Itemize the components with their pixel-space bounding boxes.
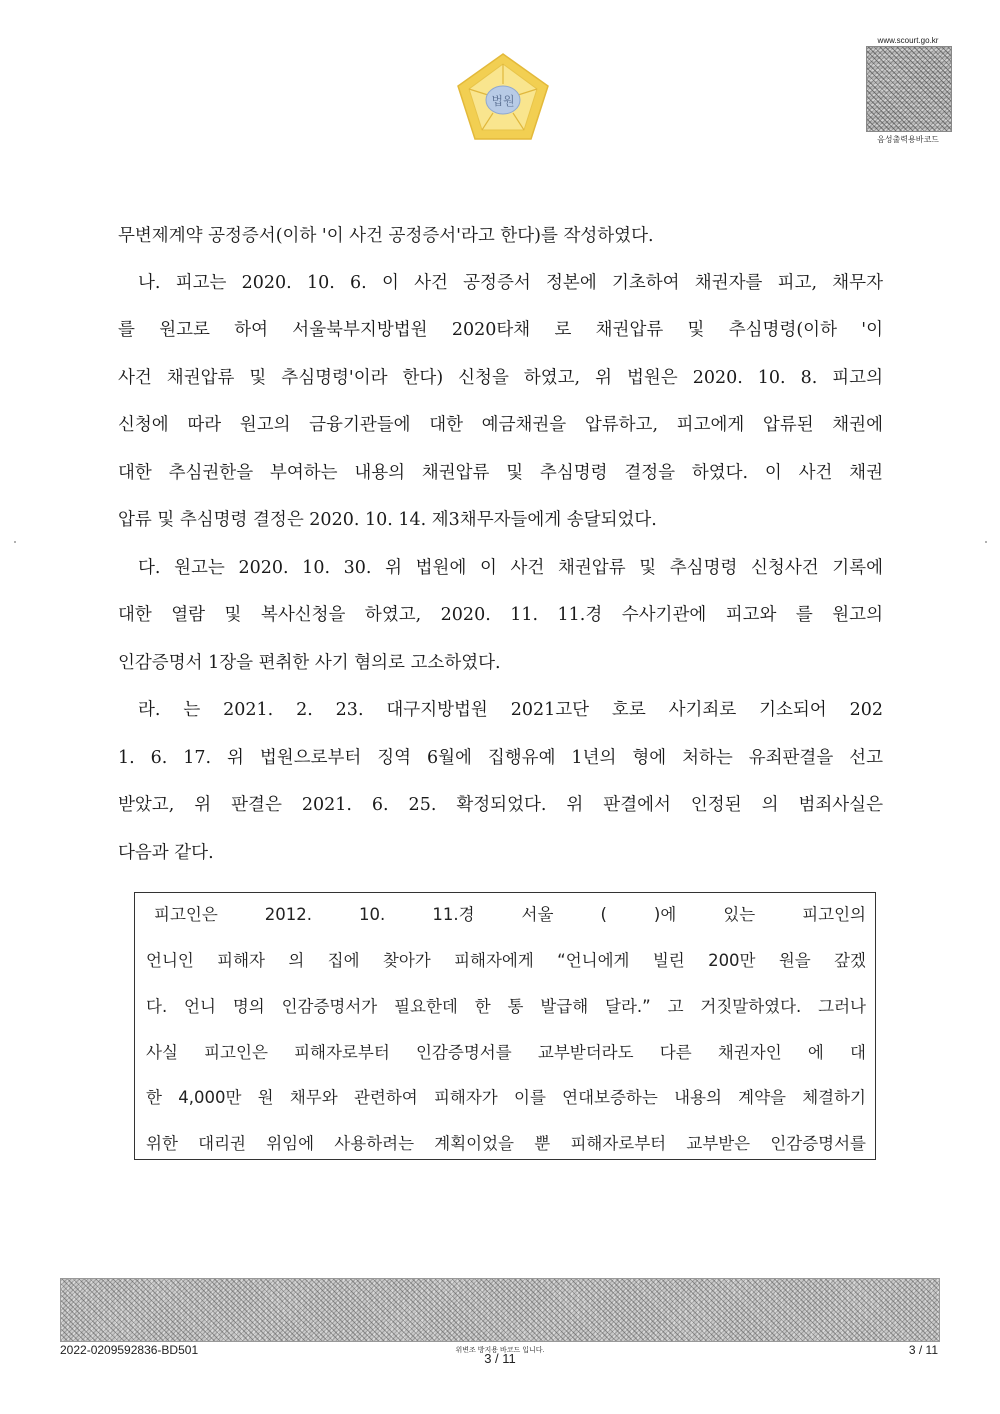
court-url: www.scourt.go.kr: [877, 36, 939, 45]
body-line: 받았고, 위 판결은 2021. 6. 25. 확정되었다. 위 판결에서 인정된 의 범죄사실은: [118, 795, 883, 815]
body-line: 무변제계약 공정증서(이하 '이 사건 공정증서'라고 한다)를 작성하였다.: [118, 226, 654, 246]
quote-line: 피고인은 2012. 10. 11.경 서울 ( )에 있는 피고인의: [154, 905, 866, 924]
body-line: 사건 채권압류 및 추심명령'이라 한다) 신청을 하였고, 위 법원은 2020. 10. 8. 피고의: [118, 368, 883, 388]
page-number-center: 3 / 11: [484, 1351, 516, 1366]
body-line: 다음과 같다.: [118, 843, 214, 863]
body-line: 대한 열람 및 복사신청을 하였고, 2020. 11. 11.경 수사기관에 피고와 를 원고의: [118, 605, 883, 625]
emblem-text: 법원: [491, 94, 515, 108]
body-line: 라. 는 2021. 2. 23. 대구지방법원 2021고단 호로 사기죄로 기소되어 202: [138, 700, 883, 720]
quote-line: 위한 대리권 위임에 사용하려는 계획이었을 뿐 피해자로부터 교부받은 인감증명서를: [146, 1134, 866, 1153]
quote-line: 사실 피고인은 피해자로부터 인감증명서를 교부받더라도 다른 채권자인 에 대: [146, 1043, 866, 1062]
body-line: 를 원고로 하여 서울북부지방법원 2020타채 로 채권압류 및 추심명령(이하 '이: [118, 320, 883, 340]
quote-line: 다. 언니 명의 인감증명서가 필요한데 한 통 발급해 달라.” 고 거짓말하였다. 그러나: [146, 997, 866, 1016]
page-number-right: 3 / 11: [908, 1343, 938, 1357]
body-line: 대한 추심권한을 부여하는 내용의 채권압류 및 추심명령 결정을 하였다. 이 사건 채권: [118, 463, 883, 483]
qr-barcode: [866, 46, 952, 132]
court-emblem-icon: [455, 50, 551, 144]
qr-caption: 음성출력용바코드: [877, 135, 939, 144]
quoted-facts-box: [134, 892, 876, 1160]
margin-mark-left: [14, 541, 16, 543]
quote-line: 언니인 피해자 의 집에 찾아가 피해자에게 “언니에게 빌린 200만 원을 갚겠: [146, 951, 866, 970]
body-line: 압류 및 추심명령 결정은 2020. 10. 14. 제3채무자들에게 송달되었다.: [118, 510, 657, 530]
margin-mark-right: [985, 541, 987, 543]
body-line: 나. 피고는 2020. 10. 6. 이 사건 공정증서 정본에 기초하여 채권자를 피고, 채무자: [138, 273, 883, 293]
body-line: 다. 원고는 2020. 10. 30. 위 법원에 이 사건 채권압류 및 추심명령 신청사건 기록에: [138, 558, 883, 578]
quote-line: 한 4,000만 원 채무와 관련하여 피해자가 이를 연대보증하는 내용의 계약을 체결하기: [146, 1088, 866, 1107]
document-id: 2022-0209592836-BD501: [60, 1343, 199, 1357]
anti-forgery-barcode: [60, 1278, 940, 1342]
body-line: 신청에 따라 원고의 금융기관들에 대한 예금채권을 압류하고, 피고에게 압류된 채권에: [118, 415, 883, 435]
barcode-notice: 위변조 방지용 바코드 입니다.: [455, 1347, 545, 1354]
body-line: 인감증명서 1장을 편취한 사기 혐의로 고소하였다.: [118, 653, 501, 673]
body-line: 1. 6. 17. 위 법원으로부터 징역 6월에 집행유예 1년의 형에 처하는 유죄판결을 선고: [118, 748, 883, 768]
